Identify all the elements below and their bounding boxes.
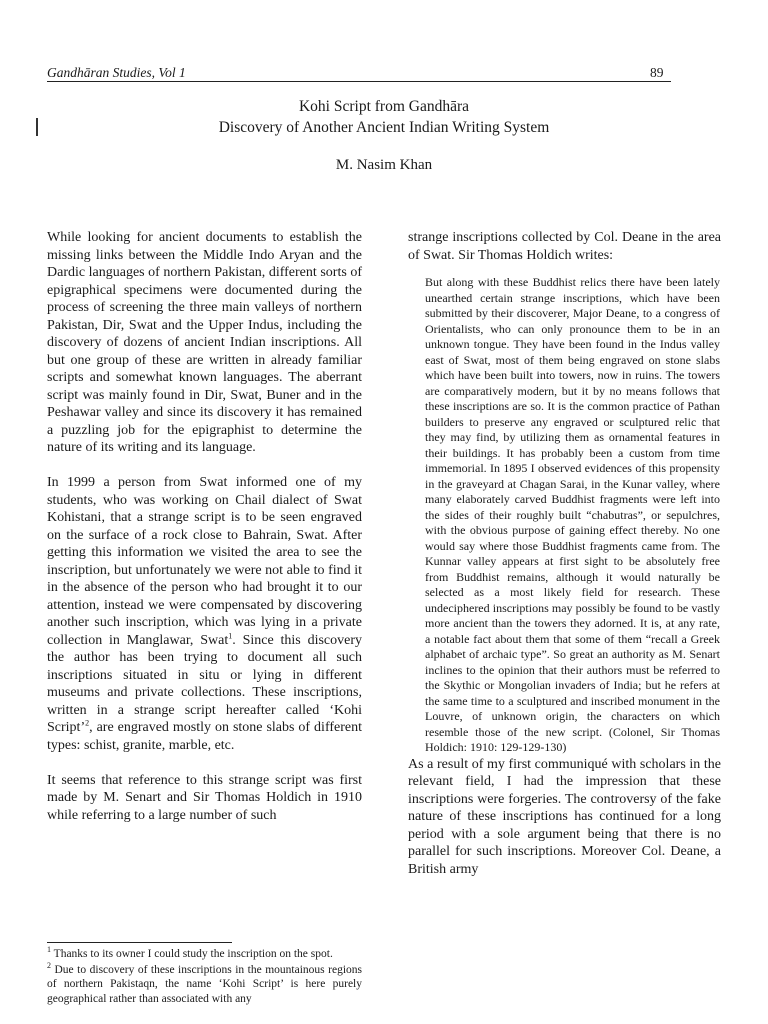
page-number: 89 [650, 65, 664, 80]
footnote-ref-1: 1 [228, 630, 233, 640]
paragraph-1: While looking for ancient documents to establish the missing links between the Middle Indo Aryan and the Dardic languages of northern Pakistan, different sorts of epigraphical specimens were documented during the process of screening the three main valleys of northern Pakistan, Dir, Swat and the Upper Indus, including the discovery of dozens of ancient Indian inscriptions. All but one group of these are written in already familiar scripts and somewhat known languages. The aberrant script was mainly found in Dir, Swat, Buner and in the Peshawar valley and since its discovery it has remained a puzzling job for the epigraphist to determine the nature of its writing and its language. [47, 230, 362, 455]
footnote-1 [47, 947, 362, 962]
paragraph-2-part-c: , are engraved mostly on stone slabs of different types: schist, granite, marble, etc. [47, 720, 362, 753]
footnote-1-text: Thanks to its owner I could study the inscription on the spot. [51, 948, 333, 960]
journal-title: Gandhāran Studies, Vol 1 [47, 65, 186, 80]
footnote-2-number: 2 [47, 960, 51, 970]
paragraph-2 [47, 474, 362, 754]
quote-intro: strange inscriptions collected by Col. Deane in the area of Swat. Sir Thomas Holdich writes: [408, 230, 721, 263]
footnote-2-text: Due to discovery of these inscriptions in the mountainous regions of northern Pakistaqn, the name ‘Kohi Script’ is here purely geographical rather than associated with any [47, 963, 362, 1005]
title-line-2: Discovery of Another Ancient Indian Writing System [218, 119, 550, 136]
footnote-1-number: 1 [47, 945, 51, 955]
footnotes [47, 947, 362, 1007]
footnote-ref-2: 2 [85, 718, 90, 728]
block-quote [425, 275, 720, 756]
footnote-rule [47, 942, 232, 943]
paragraph-4: As a result of my first communiqué with scholars in the relevant field, I had the impression that these inscriptions were forgeries. The controversy of the fake nature of these inscriptions has continued for a long period with a sole argument being that there is no parallel for such inscriptions. Moreover Col. Deane, a British army [408, 756, 721, 877]
header-rule [47, 81, 671, 82]
title-line-1: Kohi Script from Gandhāra [298, 98, 470, 115]
left-column [47, 229, 362, 842]
paragraph-2-part-b: . Since this discovery the author has been trying to document all such inscriptions situated in situ or lying in different museums and private collections. These inscriptions, written in a strange script hereafter called ‘Kohi Script’ [47, 632, 363, 735]
block-quote-text: But along with these Buddhist relics there have been lately unearthed certain strange inscriptions, which have been submitted by their discoverer, Major Deane, to a congress of Orientalists, who can only pronounce them to be in an unknown tongue. They have been found in the Indus valley east of Swat, most of them being engraved on stone slabs which have been built into towers, now in ruins. The towers are comparatively modern, but it by no means follows that these inscriptions are so. It is the common practice of Pathan builders to preserve any engraved or sculptured relic that they may find, by utilizing them as ornamental features in their buildings. It has probably been a custom from time immemorial. In 1895 I observed evidences of this propensity in the graveyard at Chagan Sarai, in the Kunar valley, where many elaborately carved Buddhist fragments were left into the sides of their roughly built “chabutras”, or sepulchres, with the obvious purpose of gaining effect thereby. No one would say where those Buddhist fragments came from. The Kunnar valley appears at first sight to be absolutely free from Buddhist remains, although it would naturally be selected as a most likely field for research. These undeciphered inscriptions may possibly be found to be vastly more ancient than the towers they adorned. It is, at any rate, a notable fact about them that some of them “recall a Greek alphabet of archaic type”. So great an authority as M. Senart inclines to the opinion that their authors must be referred to the Skythic or Mongolian invaders of India; but he refers at the same time to a sculptured and inscribed monument in the Louvre, of unknown origin, the characters on which resemble those of the new script. (Colonel, Sir Thomas Holdich: 1910: 129-129-130) [425, 275, 720, 754]
footnote-2 [47, 960, 362, 1007]
right-column [408, 229, 721, 878]
paragraph-2-part-a: In 1999 a person from Swat informed one of my students, who was working on Chail dialect of Swat Kohistani, that a strange script is to be seen engraved on the surface of a rock close to Bahrain, Swat. After getting this information we visited the area to see the inscription, but unfortunately we were not able to find it in the absence of the person who had brought it to our attention, instead we were compensated by discovering another such inscription, which was lying in a private collection in Manglawar, Swat [47, 475, 362, 648]
author-name: M. Nasim Khan [335, 157, 433, 173]
paragraph-3: It seems that reference to this strange script was first made by M. Senart and Sir Thomas Holdich in 1910 while referring to a large number of such [47, 772, 362, 823]
article-title [0, 96, 768, 138]
